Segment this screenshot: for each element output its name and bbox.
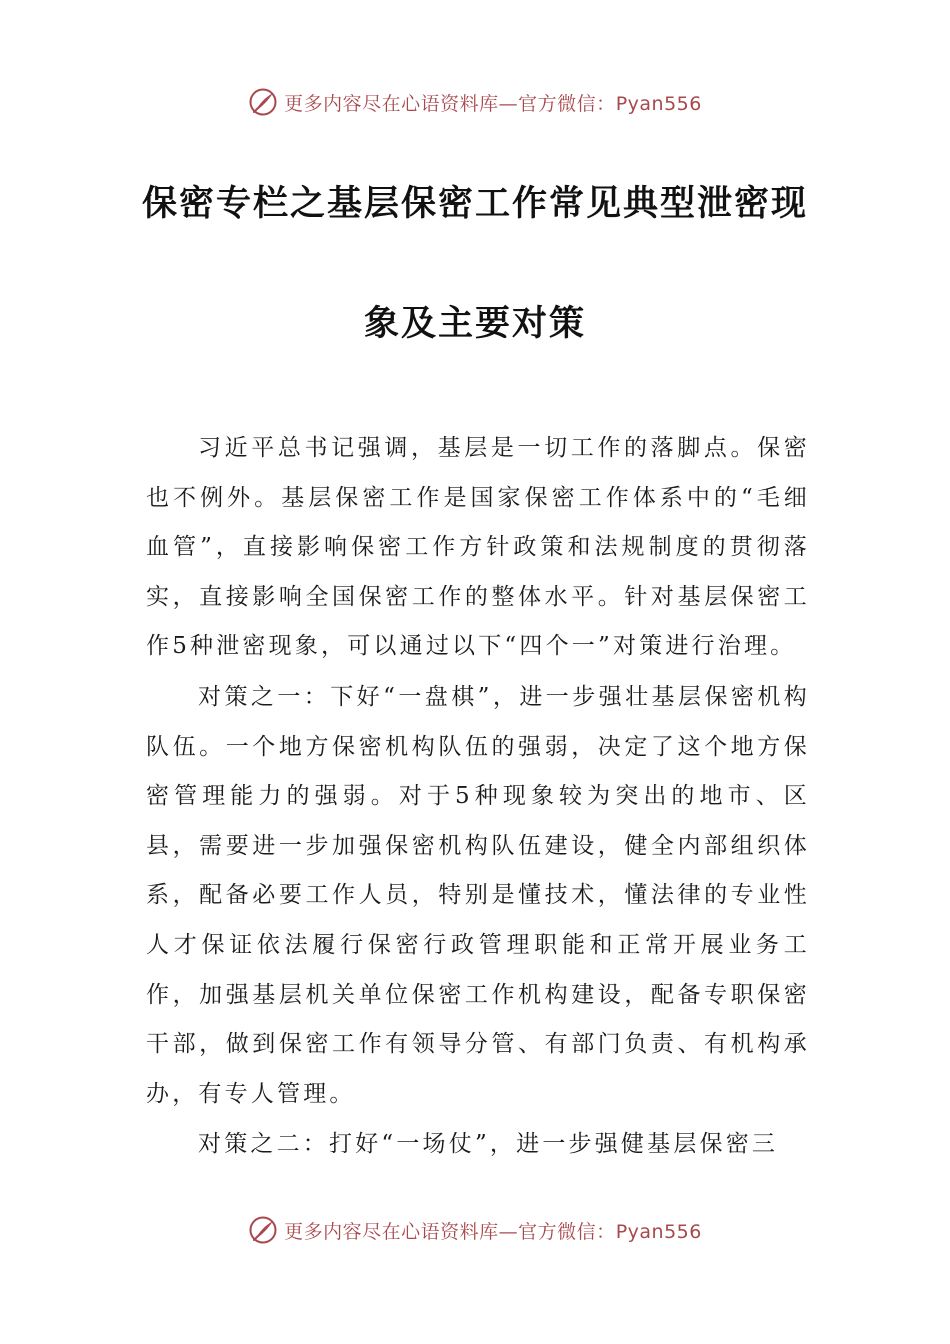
banner-wechat-id: Pyan556: [615, 92, 702, 115]
footer-banner: [0, 1210, 950, 1250]
body-paragraph-1: 习近平总书记强调，基层是一切工作的落脚点。保密也不例外。基层保密工作是国家保密工作体系中的“毛细血管”，直接影响保密工作方针政策和法规制度的贯彻落实，直接影响全国保密工作的整体水平。针对基层保密工作5种泄密现象，可以通过以下“四个一”对策进行治理。: [146, 435, 810, 660]
body-paragraph-3: 对策之二：打好“一场仗”，进一步强健基层保密三: [198, 1131, 779, 1157]
banner-wechat-label: 官方微信：: [518, 1220, 616, 1243]
quill-pen-logo-icon: [248, 87, 278, 117]
banner-text: [284, 89, 702, 116]
header-banner: [0, 82, 950, 122]
banner-wechat-label: 官方微信：: [518, 92, 616, 115]
banner-separator: —: [498, 1220, 519, 1243]
banner-site-text: 更多内容尽在心语资料库: [284, 92, 499, 115]
banner-separator: —: [498, 92, 519, 115]
banner-text: [284, 1217, 702, 1244]
banner-site-text: 更多内容尽在心语资料库: [284, 1220, 499, 1243]
document-title-line-2: 象及主要对策: [363, 303, 586, 344]
banner-wechat-id: Pyan556: [615, 1220, 702, 1243]
quill-pen-logo-icon: [248, 1215, 278, 1245]
document-title-line-1: 保密专栏之基层保密工作常见典型泄密现: [141, 183, 808, 224]
body-paragraph-2: 对策之一：下好“一盘棋”，进一步强壮基层保密机构队伍。一个地方保密机构队伍的强弱，决定了这个地方保密管理能力的强弱。对于5种现象较为突出的地市、区县，需要进一步加强保密机构队伍建设，健全内部组织体系，配备必要工作人员，特别是懂技术，懂法律的专业性人才保证依法履行保密行政管理职能和正常开展业务工作，加强基层机关单位保密工作机构建设，配备专职保密干部，做到保密工作有领导分管、有部门负责、有机构承办，有专人管理。: [146, 684, 810, 1107]
